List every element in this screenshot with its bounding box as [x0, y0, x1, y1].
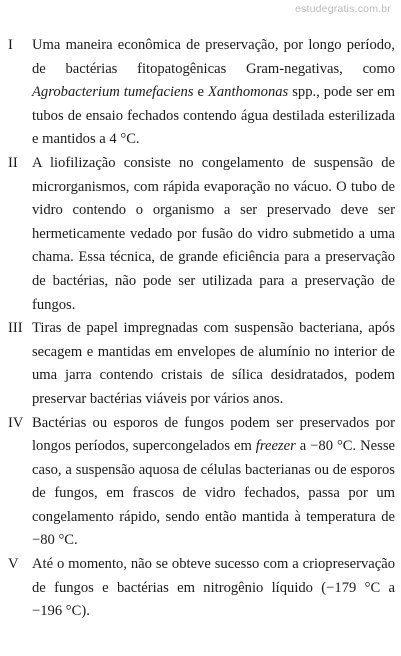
text-line: longos períodos, supercongelados em freezer a −80 °C. Nesse [32, 438, 395, 455]
text-line: Tiras de papel impregnadas com suspensão bacteriana, após [32, 320, 395, 337]
text-line: microrganismos, com rápida evaporação no vácuo. O tubo de [32, 178, 395, 195]
statement-item-4 [8, 412, 395, 554]
statement-text [32, 152, 395, 317]
text-line: −196 °C). [32, 603, 90, 620]
statement-text [32, 317, 395, 411]
statement-numeral: I [8, 37, 13, 53]
statement-item-3 [8, 317, 395, 411]
statement-list [8, 34, 395, 624]
text-line: uma jarra contendo cristais de sílica desidratados, podem [32, 367, 395, 384]
statement-numeral: IV [8, 414, 24, 431]
text-line: congelamento rápido, sendo então mantida à temperatura de [32, 508, 395, 525]
statement-numeral: III [8, 320, 23, 337]
statement-item-5 [8, 553, 395, 624]
text-line: e mantidos a 4 °C. [32, 131, 140, 148]
statement-numeral: V [8, 556, 19, 573]
text-line: de fungos e bactérias em nitrogênio líquido (−179 °C a [32, 579, 395, 596]
text-line: fungos. [32, 296, 76, 313]
text-line: de bactérias fitopatogênicas Gram-negativas, como [32, 60, 395, 77]
text-line: preservar bactérias viáveis por vários anos. [32, 390, 284, 407]
text-line: A liofilização consiste no congelamento de suspensão de [32, 154, 395, 171]
statement-item-1 [8, 34, 395, 152]
statement-text [32, 34, 395, 152]
statement-item-2 [8, 152, 395, 317]
text-line: −80 °C. [32, 532, 78, 549]
statement-text [32, 553, 395, 624]
statement-numeral: II [8, 154, 18, 171]
statement-text [32, 412, 395, 554]
watermark-text: estudegratis.com.br [294, 3, 391, 15]
text-line: Agrobacterium tumefaciens e Xanthomonas spp., pode ser em [32, 84, 395, 101]
text-line: hermeticamente vedado por fusão do vidro submetido a uma [32, 225, 395, 242]
text-line: chama. Essa técnica, de grande eficiência para a preservação [32, 249, 395, 266]
text-line: Até o momento, não se obteve sucesso com a criopreservação [32, 556, 395, 573]
text-line: de fungos, em frascos de vidro fechados, passa por um [32, 485, 395, 502]
text-line: de bactérias, não pode ser utilizada para a preservação de [32, 272, 395, 289]
text-line: caso, a suspensão aquosa de células bacterianas ou de esporos [32, 461, 395, 478]
text-line: secagem e mantidas em envelopes de alumínio no interior de [32, 343, 395, 360]
text-line: tubos de ensaio fechados contendo água destilada esterilizada [32, 107, 395, 124]
text-line: Bactérias ou esporos de fungos podem ser preservados por [32, 414, 395, 431]
text-line: Uma maneira econômica de preservação, por longo período, [32, 37, 395, 53]
text-line: vidro contendo o organismo a ser preservado deve ser [32, 202, 395, 219]
